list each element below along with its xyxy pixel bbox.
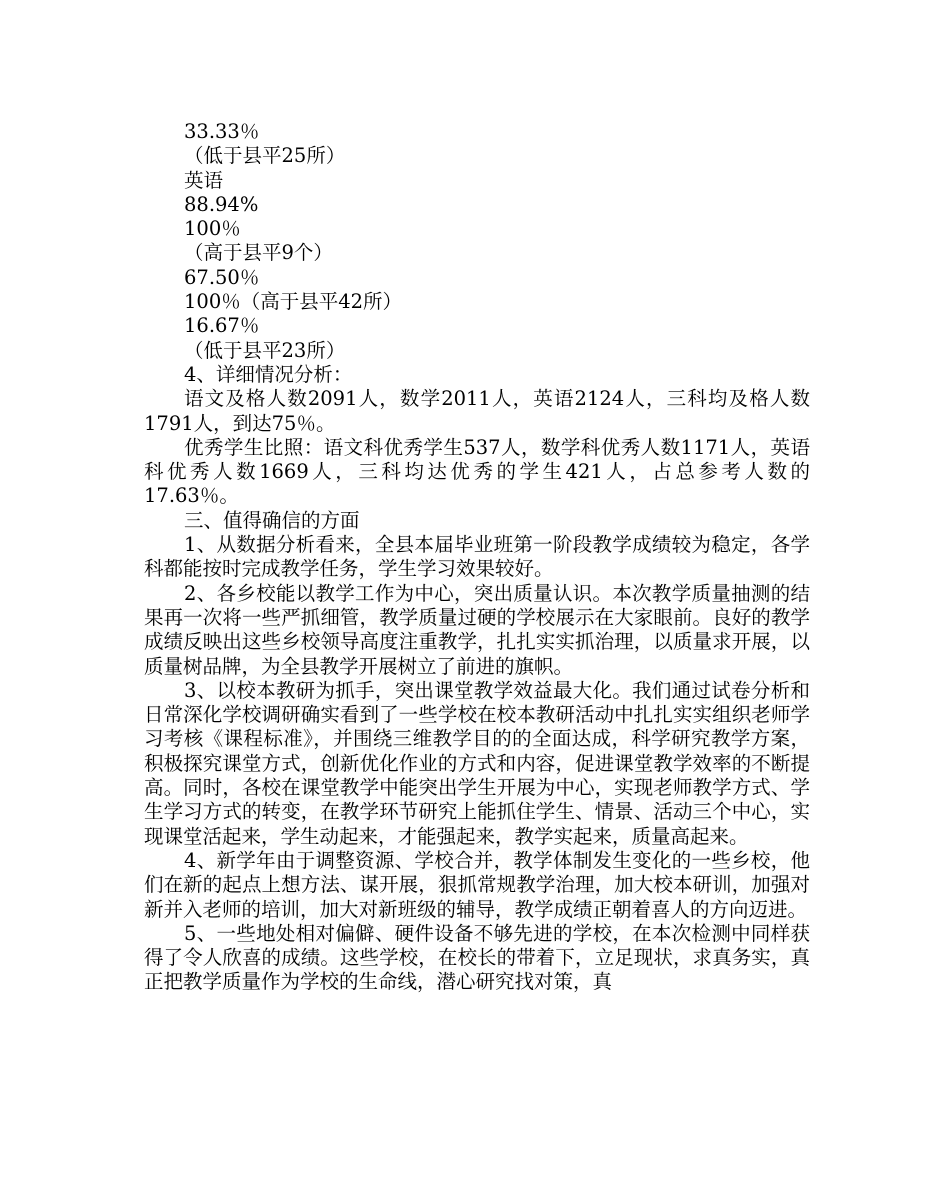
table-line: 88.94% (184, 192, 259, 216)
table-line: 英语 (184, 168, 224, 192)
table-line: 16.67％ (184, 314, 260, 338)
paragraph-point-3: 3、以校本教研为抓手，突出课堂教学效益最大化。我们通过试卷分析和日常深化学校调研确实看到了一些学校在校本教研活动中扎扎实实组织老师学习考核《课程标准》，并围绕三维教学目的的全面达成，科学研究教学方案，积极探究课堂方式，创新优化作业的方式和内容，促进课堂教学效率的不断提高。同时，各校在课堂教学中能突出学生开展为中心，实现老师教学方式、学生学习方式的转变，在教学环节研究上能抓住学生、情景、活动三个中心，实现课堂活起来，学生动起来，才能强起来，教学实起来，质量高起来。 (144, 678, 810, 848)
table-line: 100％（高于县平42所） (184, 290, 403, 314)
section-heading-analysis: 4、详细情况分析： (184, 362, 353, 386)
table-line: （低于县平25所） (184, 144, 346, 168)
paragraph-point-5: 5、一些地处相对偏僻、硬件设备不够先进的学校，在本次检测中同样获得了令人欣喜的成绩。这些学校，在校长的带着下，立足现状，求真务实，真正把教学质量作为学校的生命线，潜心研究找对策，真 (144, 921, 810, 994)
table-line: （高于县平9个） (184, 241, 333, 265)
paragraph-point-2: 2、各乡校能以教学工作为中心，突出质量认识。本次教学质量抽测的结果再一次将一些严抓细管，教学质量过硬的学校展示在大家眼前。良好的教学成绩反映出这些乡校领导高度注重教学，扎扎实实抓治理，以质量求开展，以质量树品牌，为全县教学开展树立了前进的旗帜。 (144, 581, 810, 678)
table-line: 33.33％ (184, 120, 260, 143)
section-heading-positives: 三、值得确信的方面 (184, 508, 360, 532)
paragraph-pass-counts: 语文及格人数2091人，数学2011人，英语2124人，三科均及格人数1791人，到达75％。 (144, 387, 810, 435)
table-line: 100％ (184, 217, 241, 241)
document-body (144, 120, 810, 995)
paragraph-point-4: 4、新学年由于调整资源、学校合并，教学体制发生变化的一些乡校，他们在新的起点上想方法、谋开展，狠抓常规教学治理，加大校本研训，加强对新并入老师的培训，加大对新班级的辅导，教学成绩正朝着喜人的方向迈进。 (144, 848, 810, 921)
paragraph-excellent-counts: 优秀学生比照：语文科优秀学生537人，数学科优秀人数1171人，英语科优秀人数1669人，三科均达优秀的学生421人，占总参考人数的17.63％。 (144, 435, 810, 508)
paragraph-point-1: 1、从数据分析看来，全县本届毕业班第一阶段教学成绩较为稳定，各学科都能按时完成教学任务，学生学习效果较好。 (144, 533, 810, 581)
table-line: 67.50％ (184, 265, 260, 289)
table-line: （低于县平23所） (184, 338, 346, 362)
